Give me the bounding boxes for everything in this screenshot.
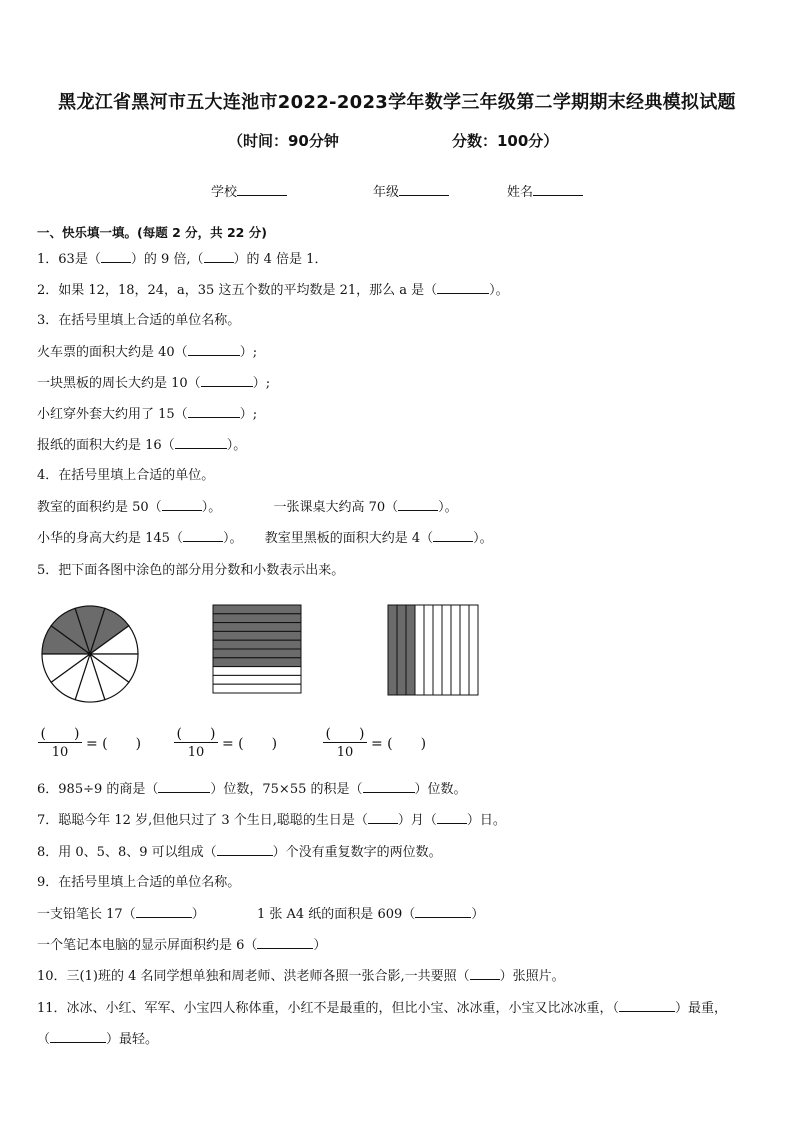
time-label: （时间：90分钟 <box>228 132 339 150</box>
question-5-stem: 5．把下面各图中涂色的部分用分数和小数表示出来。 <box>37 563 345 578</box>
question-9-line-2: 一个笔记本电脑的显示屏面积约是 6（ ） <box>37 938 327 953</box>
strip <box>415 605 424 695</box>
strip <box>469 605 478 695</box>
name-field: 姓名 <box>507 181 583 200</box>
question-8: 8．用 0、5、8、9 可以组成（ ）个没有重复数字的两位数。 <box>37 845 442 860</box>
question-3-stem: 3．在括号里填上合适的单位名称。 <box>37 313 241 328</box>
question-7: 7．聪聪今年 12 岁,但他只过了 3 个生日,聪聪的生日是（ ）月（ ）日。 <box>37 813 506 828</box>
question-3-line-4: 报纸的面积大约是 16（ ）。 <box>37 438 247 453</box>
fraction-answer-1: ( ) 10 = ( ) <box>38 723 158 767</box>
grade-field: 年级 <box>373 181 449 200</box>
question-6: 6．985÷9 的商是（ ）位数，75×55 的积是（ ）位数。 <box>37 782 467 797</box>
question-3-line-1: 火车票的面积大约是 40（ ）; <box>37 345 258 360</box>
question-2: 2．如果 12，18，24，a，35 这五个数的平均数是 21，那么 a 是（ ）。 <box>37 283 509 298</box>
exam-title: 黑龙江省黑河市五大连池市2022-2023学年数学三年级第二学期期末经典模拟试题 <box>58 92 736 113</box>
strip <box>451 605 460 695</box>
question-9-line-1: 一支铅笔长 17（ ） 1 张 A4 纸的面积是 609（ ） <box>37 907 485 922</box>
score-label: 分数：100分） <box>452 132 559 150</box>
question-4-stem: 4．在括号里填上合适的单位。 <box>37 468 215 483</box>
strip <box>213 667 301 676</box>
shaded-strip <box>397 605 406 695</box>
question-4-line-1: 教室的面积约是 50（ ）。 一张课桌大约高 70（ ）。 <box>37 500 458 515</box>
fraction-answer-3: ( ) 10 = ( ) <box>323 723 443 767</box>
shaded-strip <box>213 605 301 614</box>
shaded-strip <box>213 649 301 658</box>
school-field: 学校 <box>211 181 287 200</box>
vertical-strips-figure <box>387 604 479 696</box>
shaded-strip <box>213 658 301 667</box>
strip <box>424 605 433 695</box>
question-3-line-2: 一块黑板的周长大约是 10（ ）; <box>37 376 271 391</box>
strip <box>213 684 301 693</box>
question-9-stem: 9．在括号里填上合适的单位名称。 <box>37 875 241 890</box>
strip <box>442 605 451 695</box>
section-heading: 一、快乐填一填。(每题 2 分，共 22 分) <box>37 225 267 240</box>
shaded-strip <box>406 605 415 695</box>
exam-subtitle <box>0 130 794 152</box>
shaded-strip <box>388 605 397 695</box>
horizontal-strips-figure <box>212 604 302 694</box>
shaded-strip <box>213 640 301 649</box>
strip <box>213 675 301 684</box>
question-3-line-3: 小红穿外套大约用了 15（ ）; <box>37 407 258 422</box>
shaded-strip <box>213 623 301 632</box>
question-4-line-2: 小华的身高大约是 145（ ）。 教室里黑板的面积大约是 4（ ）。 <box>37 531 493 546</box>
question-10: 10．三(1)班的 4 名同学想单独和周老师、洪老师各照一张合影,一共要照（ ）张照片。 <box>37 969 565 984</box>
question-1: 1．63是（ ）的 9 倍,（ ）的 4 倍是 1． <box>37 252 328 267</box>
question-11-cont: （ ）最轻。 <box>37 1032 159 1047</box>
circle-figure <box>40 604 140 704</box>
shaded-strip <box>213 631 301 640</box>
fraction-answer-2: ( ) 10 = ( ) <box>174 723 294 767</box>
question-11: 11．冰冰、小红、军军、小宝四人称体重，小红不是最重的，但比小宝、冰冰重，小宝又比冰冰重，（ ）最重， <box>37 1001 728 1016</box>
strip <box>433 605 442 695</box>
shaded-strip <box>213 614 301 623</box>
strip <box>460 605 469 695</box>
